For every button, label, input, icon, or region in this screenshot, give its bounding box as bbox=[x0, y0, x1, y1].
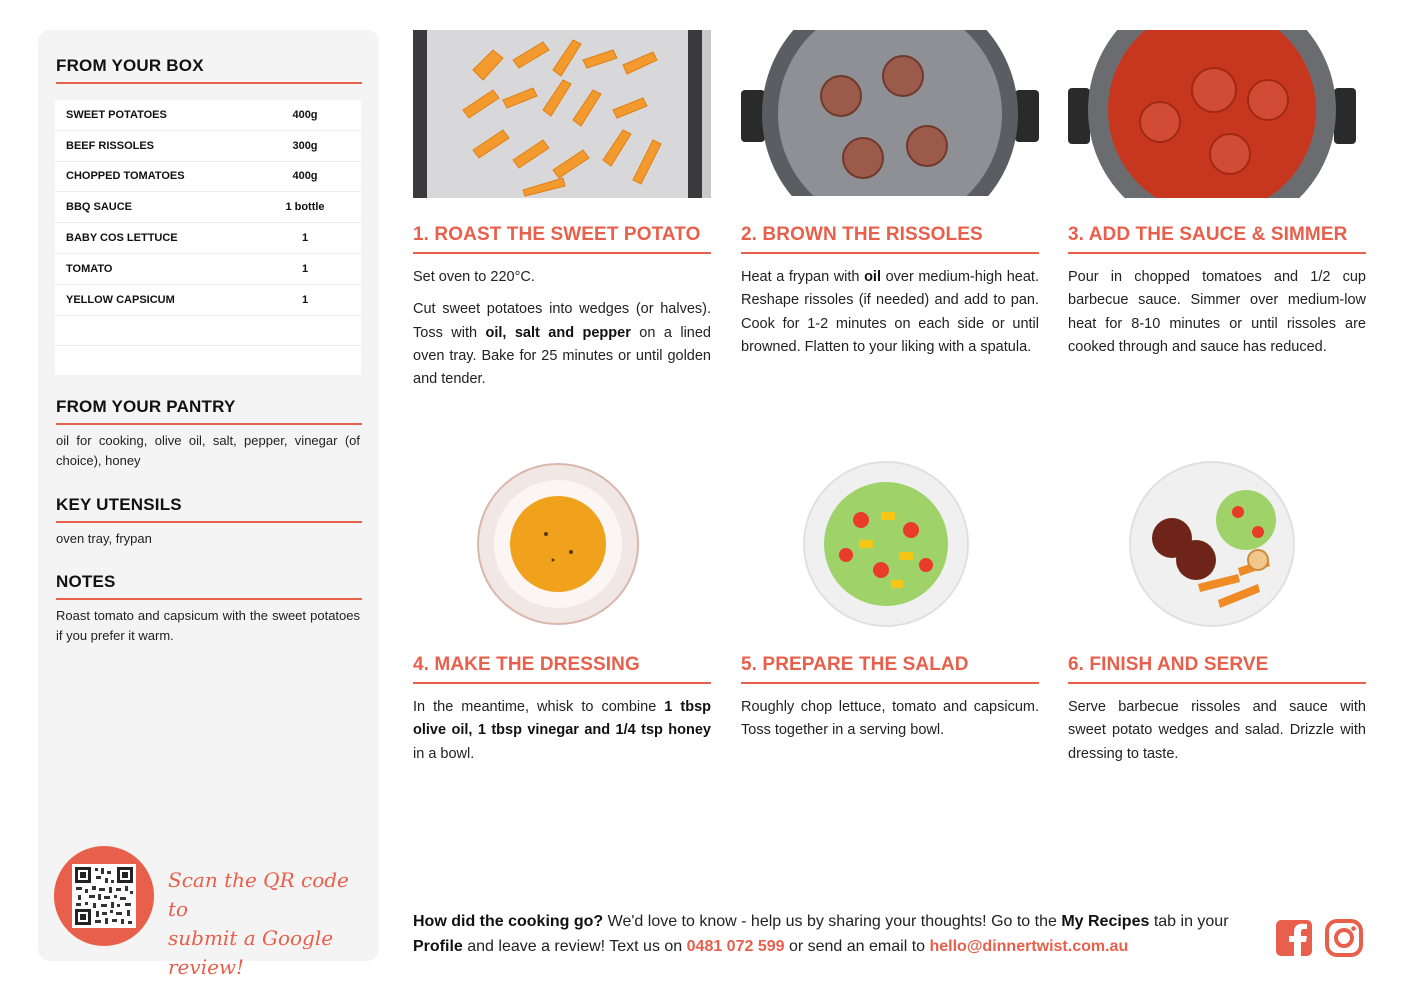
qr-code-icon[interactable] bbox=[72, 864, 136, 928]
table-row bbox=[55, 100, 361, 131]
ingredient-qty: 1 bbox=[301, 262, 309, 275]
text-run: in a bowl. bbox=[413, 745, 475, 762]
ingredient-qty: 1 bbox=[301, 232, 309, 245]
bold-run: oil, salt and pepper bbox=[485, 324, 631, 341]
step-6-image bbox=[1068, 460, 1366, 628]
step-1-p1: Set oven to 220°C. bbox=[413, 269, 535, 285]
facebook-icon[interactable] bbox=[1275, 919, 1313, 957]
ingredient-name: BABY COS LETTUCE bbox=[66, 232, 178, 245]
ingredient-qty: 300g bbox=[292, 139, 318, 152]
step-3-title: 3. ADD THE SAUCE & SIMMER bbox=[1068, 224, 1366, 254]
bold-run: 1 tbsp olive oil, 1 tbsp vinegar and 1/4 tsp honey bbox=[413, 699, 711, 739]
qr-caption-line1: Scan the QR code to bbox=[168, 868, 349, 921]
email-link[interactable]: hello@dinnertwist.com.au bbox=[929, 938, 1129, 955]
phone-link[interactable]: 0481 072 599 bbox=[686, 938, 785, 955]
step-6-title: 6. FINISH AND SERVE bbox=[1068, 654, 1366, 684]
text-run: or send an email to bbox=[784, 938, 930, 955]
ingredient-name: TOMATO bbox=[66, 262, 113, 275]
instagram-icon[interactable] bbox=[1325, 919, 1363, 957]
step-5-text bbox=[741, 696, 1039, 752]
ingredient-qty: 1 bottle bbox=[285, 201, 325, 214]
ingredient-qty: 1 bbox=[301, 293, 309, 306]
step-3-image bbox=[1068, 30, 1366, 198]
ingredient-qty: 400g bbox=[292, 170, 318, 183]
ingredient-name: CHOPPED TOMATOES bbox=[66, 170, 185, 183]
pantry-text: oil for cooking, olive oil, salt, pepper, vinegar (of choice), honey bbox=[56, 433, 360, 468]
table-row bbox=[55, 162, 361, 193]
ingredient-name: BBQ SAUCE bbox=[66, 201, 133, 214]
step-2-title: 2. BROWN THE RISSOLES bbox=[741, 224, 1039, 254]
table-row bbox=[55, 285, 361, 316]
step-1-title: 1. ROAST THE SWEET POTATO bbox=[413, 224, 711, 254]
pantry-heading: FROM YOUR PANTRY bbox=[56, 397, 362, 425]
step-6-p1: Serve barbecue rissoles and sauce with sweet potato wedges and salad. Drizzle with dressing to taste. bbox=[1068, 699, 1366, 762]
text-run: and leave a review! Text us on bbox=[462, 938, 687, 955]
step-1-p2 bbox=[413, 298, 711, 391]
profile-label: Profile bbox=[413, 938, 463, 955]
qr-caption bbox=[168, 866, 368, 982]
step-1-text bbox=[413, 266, 711, 400]
step-4-text bbox=[413, 696, 711, 775]
text-run: over medium-high heat. Reshape rissoles (if needed) and add to pan. Cook for 1-2 minutes on each side or until browned. Flatten to your liking with a spatula. bbox=[741, 269, 1039, 355]
ingredient-qty: 400g bbox=[292, 108, 318, 121]
notes-text: Roast tomato and capsicum with the sweet potatoes if you prefer it warm. bbox=[56, 608, 360, 643]
text-run: In the meantime, whisk to combine bbox=[413, 699, 665, 715]
step-4-p1 bbox=[413, 696, 711, 766]
step-3-p1: Pour in chopped tomatoes and 1/2 cup barbecue sauce. Simmer over medium-low heat for 8-10 minutes or until rissoles are cooked through and sauce has reduced. bbox=[1068, 269, 1366, 355]
my-recipes-label: My Recipes bbox=[1061, 913, 1150, 930]
qr-caption-line2: submit a Google review! bbox=[168, 926, 334, 979]
step-5-title: 5. PREPARE THE SALAD bbox=[741, 654, 1039, 684]
step-4-image bbox=[413, 460, 711, 628]
table-row-empty bbox=[55, 346, 361, 377]
step-6-text bbox=[1068, 696, 1366, 775]
ingredient-name: SWEET POTATOES bbox=[66, 108, 167, 121]
utensils-text: oven tray, frypan bbox=[56, 531, 152, 546]
review-footer bbox=[413, 909, 1253, 959]
table-row bbox=[55, 192, 361, 223]
bold-run: oil bbox=[864, 269, 881, 285]
ingredients-table bbox=[55, 100, 361, 375]
text-run: tab in your bbox=[1149, 913, 1229, 930]
step-1-image bbox=[413, 30, 711, 198]
text-run: on a lined oven tray. Bake for 25 minutes or until golden and tender. bbox=[413, 324, 711, 388]
table-row bbox=[55, 131, 361, 162]
notes-heading: NOTES bbox=[56, 572, 362, 600]
box-heading: FROM YOUR BOX bbox=[56, 56, 362, 84]
step-5-image bbox=[741, 460, 1039, 628]
footer-question: How did the cooking go? bbox=[413, 913, 604, 930]
text-run: We'd love to know - help us by sharing your thoughts! Go to the bbox=[603, 913, 1062, 930]
step-2-p1 bbox=[741, 266, 1039, 359]
text-run: Cut sweet potatoes into wedges (or halves). Toss with bbox=[413, 301, 711, 341]
step-2-text bbox=[741, 266, 1039, 368]
table-row bbox=[55, 223, 361, 254]
table-row bbox=[55, 254, 361, 285]
utensils-heading: KEY UTENSILS bbox=[56, 495, 362, 523]
table-row-empty bbox=[55, 316, 361, 347]
step-4-title: 4. MAKE THE DRESSING bbox=[413, 654, 711, 684]
step-2-image bbox=[741, 30, 1039, 198]
step-3-text bbox=[1068, 266, 1366, 368]
ingredient-name: YELLOW CAPSICUM bbox=[66, 293, 175, 306]
ingredient-name: BEEF RISSOLES bbox=[66, 139, 155, 152]
ingredients-sidebar bbox=[38, 30, 379, 979]
step-5-p1: Roughly chop lettuce, tomato and capsicum. Toss together in a serving bowl. bbox=[741, 699, 1039, 739]
text-run: Heat a frypan with bbox=[741, 269, 865, 285]
qr-badge bbox=[54, 846, 154, 946]
